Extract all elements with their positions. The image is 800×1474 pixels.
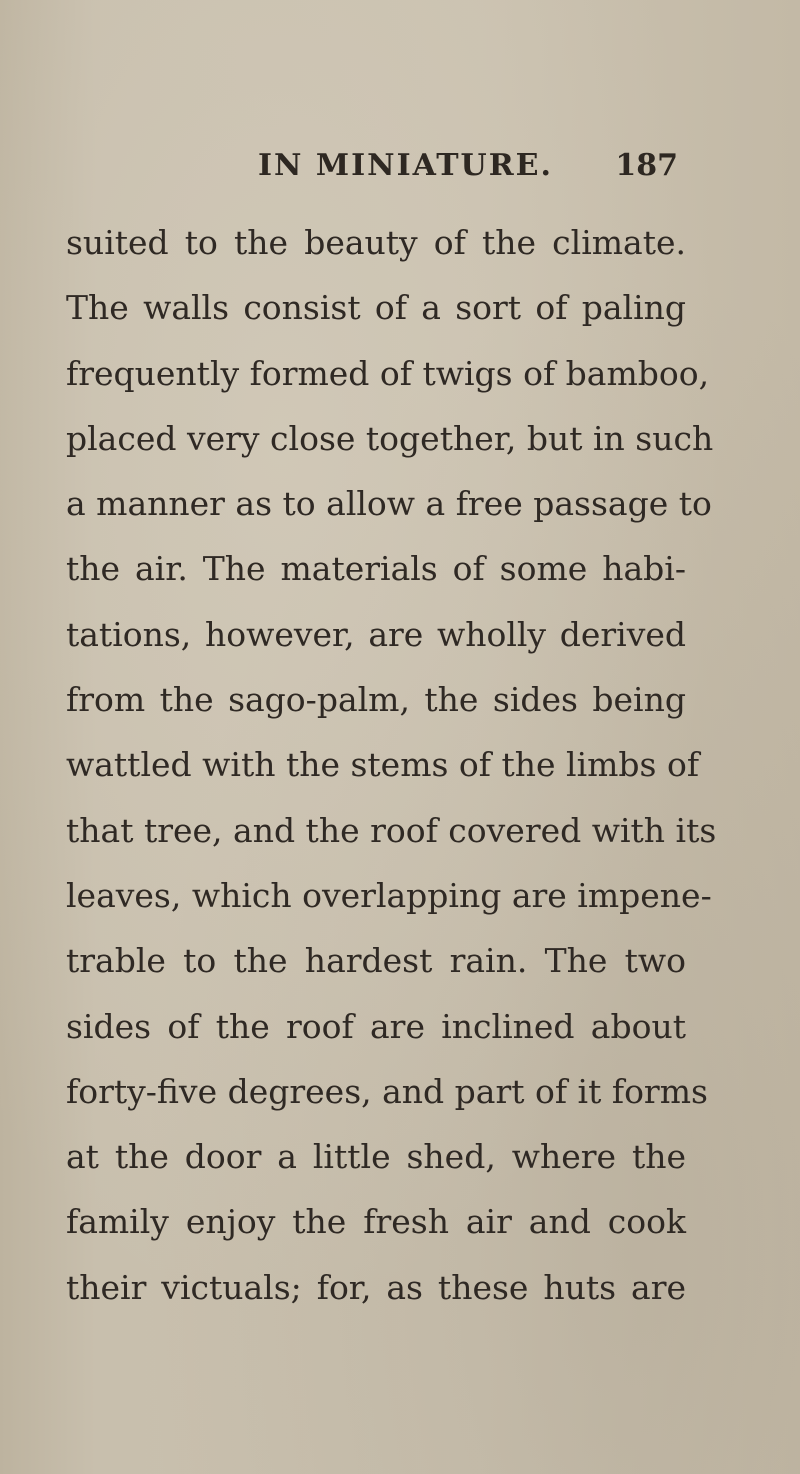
text-line-8: from the sago-palm, the sides being bbox=[66, 680, 686, 720]
page-number: 187 bbox=[615, 148, 678, 183]
body-text bbox=[66, 210, 717, 1320]
text-line-12: trable to the hardest rain. The two bbox=[66, 941, 686, 981]
text-line-9: wattled with the stems of the limbs of bbox=[66, 745, 700, 785]
text-line-1: suited to the beauty of the climate. bbox=[66, 223, 686, 262]
text-line-13: sides of the roof are inclined about bbox=[66, 1006, 686, 1046]
text-line-7: tations, however, are wholly derived bbox=[66, 614, 686, 654]
text-line-4: placed very close together, but in such bbox=[66, 418, 714, 458]
text-line-16: family enjoy the fresh air and cook bbox=[66, 1202, 686, 1242]
text-line-5: a manner as to allow a free passage to bbox=[66, 484, 712, 524]
running-title: IN MINIATURE. bbox=[258, 148, 553, 183]
text-line-10: that tree, and the roof covered with its bbox=[66, 810, 717, 850]
text-line-17: their victuals; for, as these huts are bbox=[66, 1267, 686, 1307]
running-head bbox=[258, 148, 678, 198]
text-line-11: leaves, which overlapping are impene- bbox=[66, 875, 712, 915]
text-line-14: forty-five degrees, and part of it forms bbox=[66, 1071, 708, 1111]
text-line-6: the air. The materials of some habi- bbox=[66, 549, 686, 589]
text-line-15: at the door a little shed, where the bbox=[66, 1137, 686, 1177]
text-line-2: The walls consist of a sort of paling bbox=[66, 288, 686, 328]
text-line-3: frequently formed of twigs of bamboo, bbox=[66, 353, 710, 393]
